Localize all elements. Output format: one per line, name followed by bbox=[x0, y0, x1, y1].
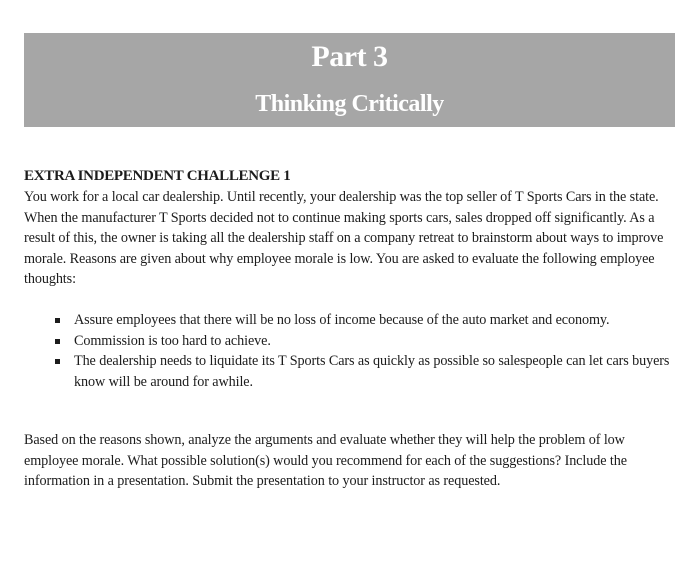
part-banner bbox=[24, 33, 675, 127]
challenge-heading: EXTRA INDEPENDENT CHALLENGE 1 bbox=[24, 168, 291, 184]
square-bullet-icon bbox=[55, 359, 60, 364]
part-subtitle: Thinking Critically bbox=[255, 91, 444, 117]
list-item-text: The dealership needs to liquidate its T Sports Cars as quickly as possible so salespeople can let cars buyers know will be around for awhile. bbox=[74, 353, 670, 390]
instructions-paragraph: Based on the reasons shown, analyze the arguments and evaluate whether they will help the problem of low employee morale. What possible solution(s) would you recommend for each of the suggestions? Include the information in a presentation. Submit the presentation to your instructor as requested. bbox=[24, 432, 627, 490]
intro-paragraph: You work for a local car dealership. Until recently, your dealership was the top seller of T Sports Cars in the state. When the manufacturer T Sports decided not to continue making sports cars, sales dropped off significantly. As a result of this, the owner is taking all the dealership staff on a company retreat to brainstorm about ways to improve morale. Reasons are given about why employee morale is low. You are asked to evaluate the following employee thoughts: bbox=[24, 189, 664, 288]
part-title: Part 3 bbox=[311, 40, 388, 73]
list-item bbox=[24, 310, 674, 331]
square-bullet-icon bbox=[55, 339, 60, 344]
list-item-text: Commission is too hard to achieve. bbox=[74, 332, 271, 349]
list-item-text: Assure employees that there will be no loss of income because of the auto market and economy. bbox=[74, 312, 610, 328]
square-bullet-icon bbox=[55, 318, 60, 323]
employee-thoughts-list bbox=[24, 310, 674, 392]
list-item bbox=[24, 351, 674, 392]
list-item bbox=[24, 331, 674, 352]
